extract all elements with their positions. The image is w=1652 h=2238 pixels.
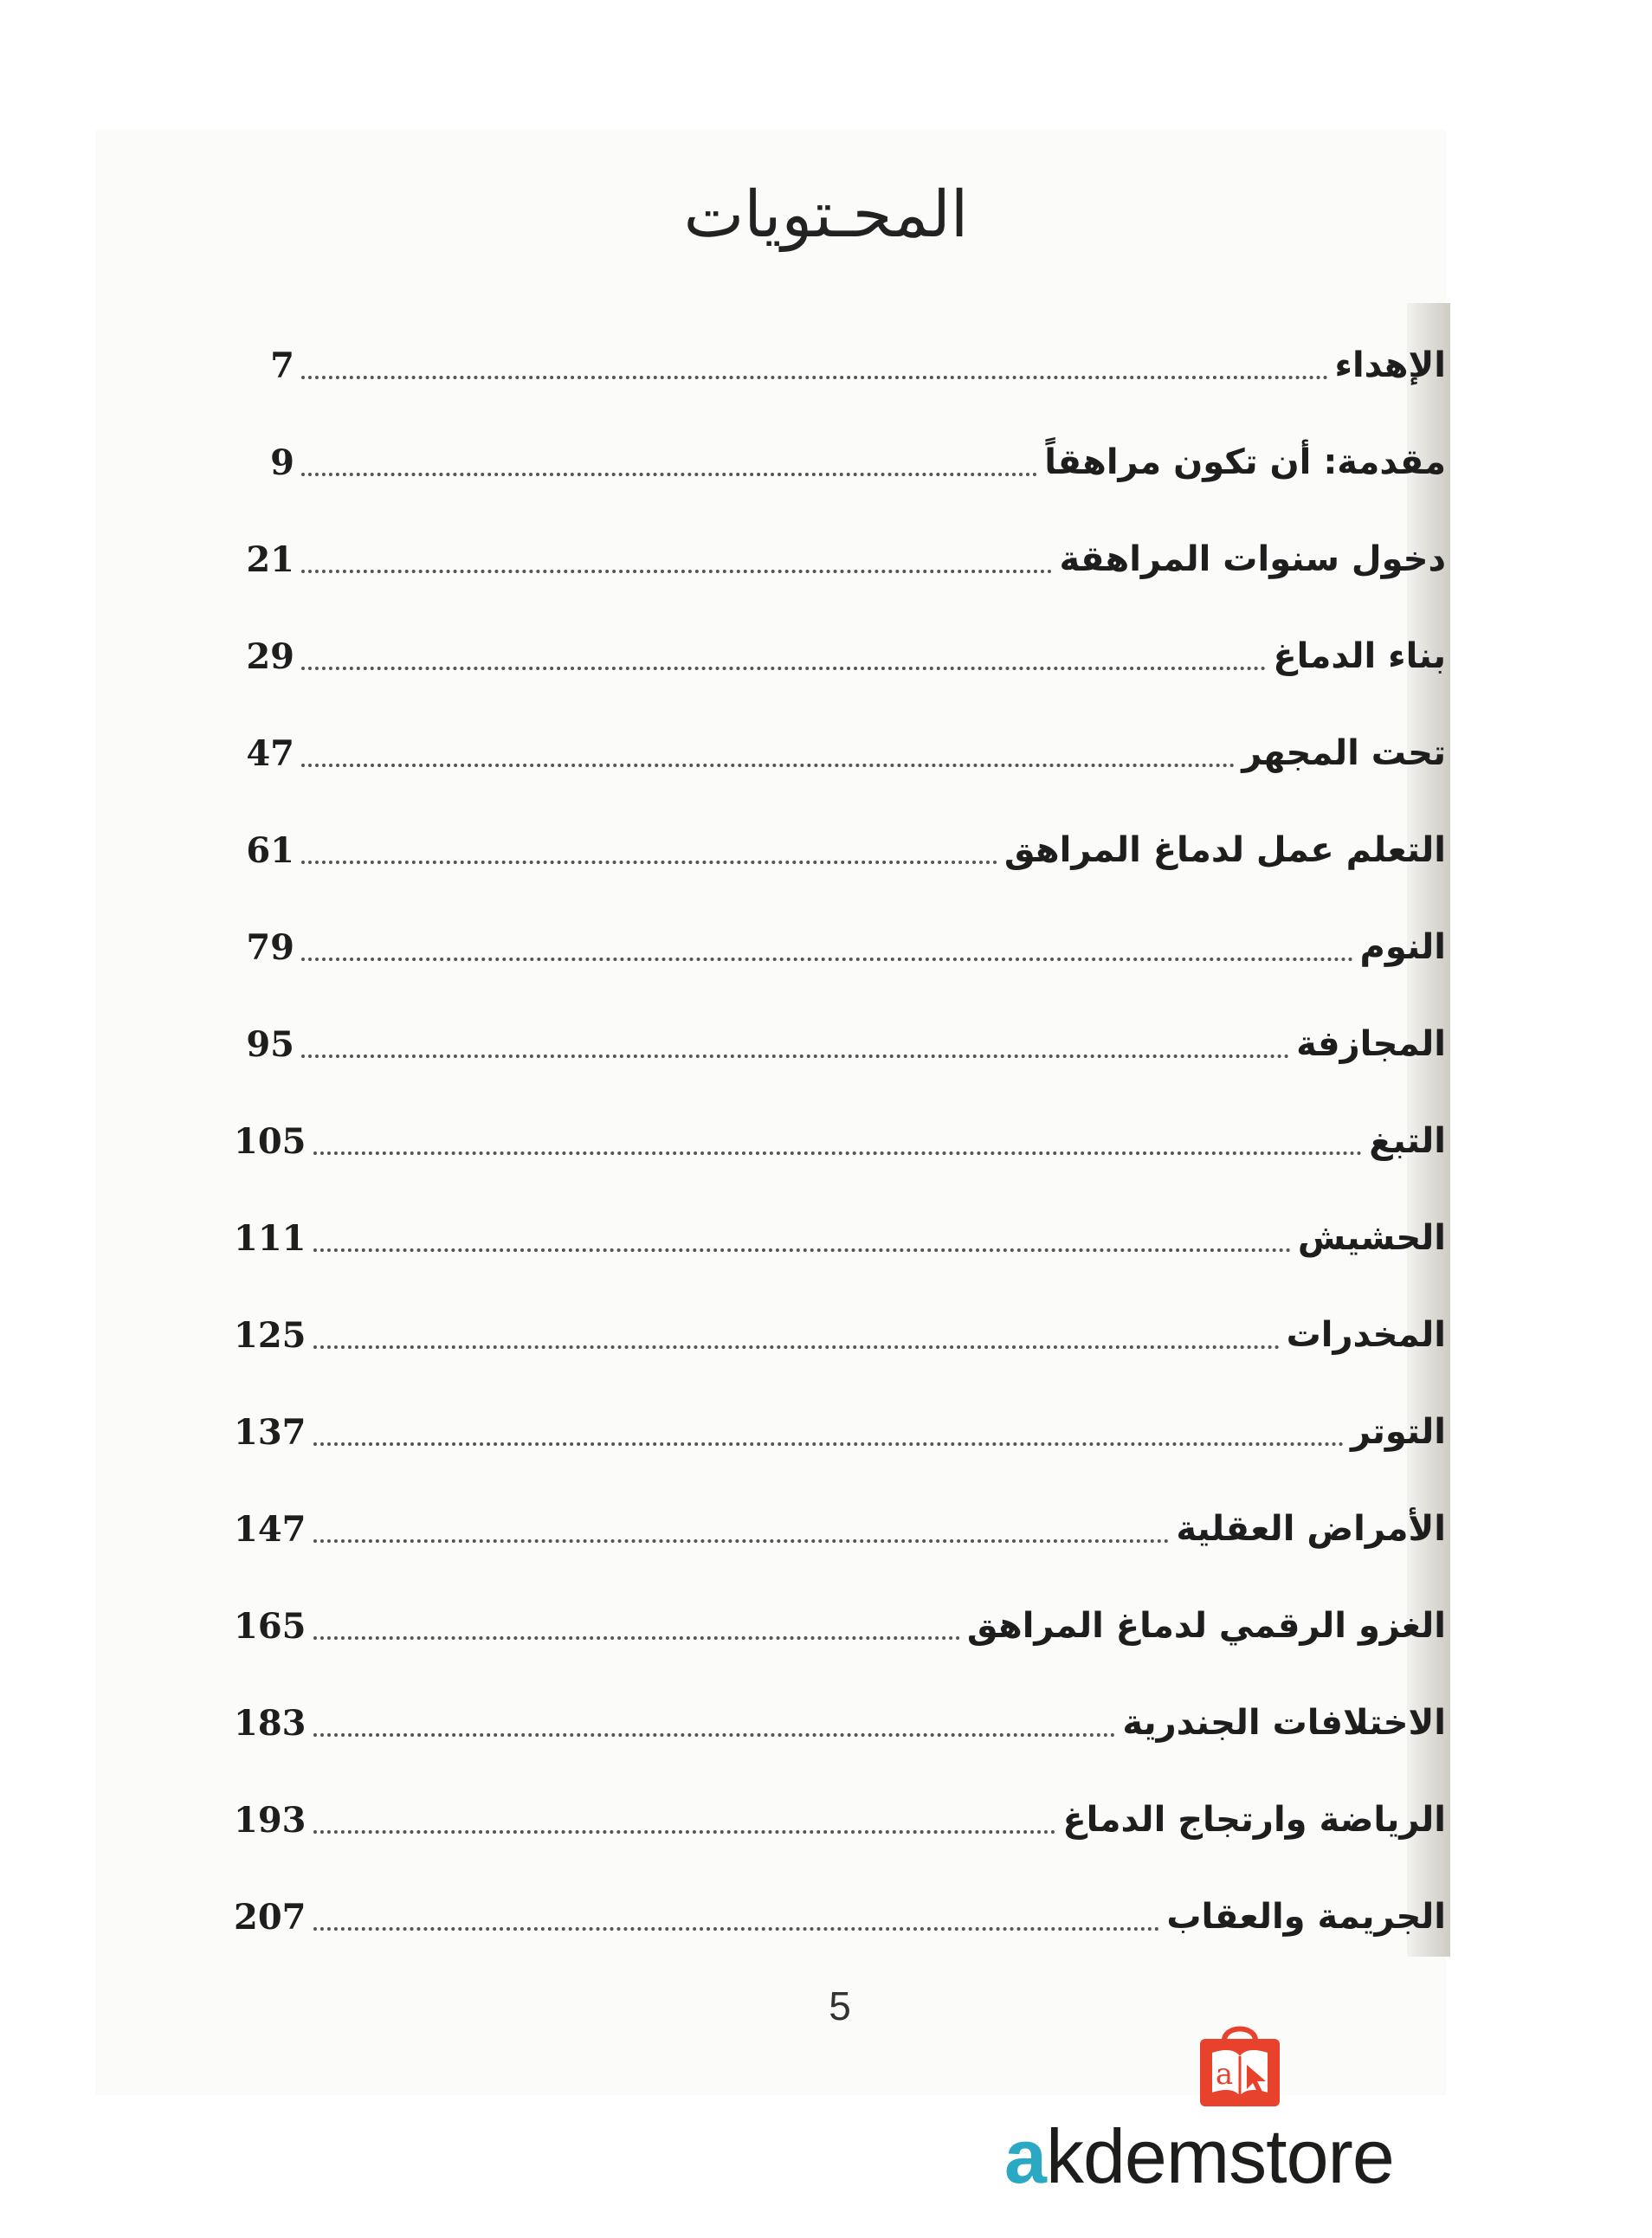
dot-leader <box>313 1539 1170 1543</box>
toc-entry <box>234 1397 1446 1467</box>
toc-entry <box>234 428 1446 497</box>
toc-entry-title: الأمراض العقلية <box>1176 1509 1446 1549</box>
toc-entry <box>234 622 1446 691</box>
toc-entry <box>234 1203 1446 1273</box>
toc-entry-page: 79 <box>246 926 294 968</box>
dot-leader <box>301 473 1037 476</box>
toc-entry <box>234 1009 1446 1079</box>
dot-leader <box>313 1151 1363 1155</box>
toc-entry-title: دخول سنوات المراهقة <box>1059 539 1446 579</box>
toc-entry-page: 165 <box>234 1605 307 1647</box>
dot-leader <box>313 1733 1116 1737</box>
toc-entry-title: المجازفة <box>1296 1024 1446 1064</box>
toc-entry <box>234 1882 1446 1951</box>
toc-entry-title: الحشيش <box>1297 1218 1446 1258</box>
dot-leader <box>301 1055 1289 1058</box>
toc-entry-title: التعلم عمل لدماغ المراهق <box>1003 830 1446 870</box>
toc-entry-page: 9 <box>270 442 294 483</box>
toc-entry-page: 29 <box>246 635 294 677</box>
toc-entry-page: 193 <box>234 1799 307 1841</box>
toc-entry <box>234 331 1446 400</box>
toc-heading: المحـتويات <box>683 177 969 252</box>
toc-entry-page: 105 <box>234 1120 307 1162</box>
toc-entry-page: 125 <box>234 1314 307 1356</box>
dot-leader <box>301 667 1266 670</box>
toc-entry-page: 95 <box>246 1023 294 1065</box>
toc-entry-page: 111 <box>234 1217 307 1259</box>
toc-entry <box>234 1591 1446 1661</box>
toc-entry-title: الجريمة والعقاب <box>1166 1897 1446 1937</box>
dot-leader <box>313 1830 1056 1834</box>
toc-entry <box>234 1494 1446 1564</box>
logo-icon-letter: a <box>1215 2057 1234 2092</box>
toc-entry <box>234 1688 1446 1758</box>
dot-leader <box>301 570 1052 573</box>
brand-a-mark: a <box>1004 2113 1046 2199</box>
toc-entry <box>234 1300 1446 1370</box>
toc-entry-title: الإهداء <box>1334 345 1446 385</box>
toc-entry <box>234 719 1446 788</box>
toc-entry <box>234 1106 1446 1176</box>
toc-entry-title: التوتر <box>1350 1412 1446 1452</box>
toc-entry-title: الاختلافات الجندرية <box>1122 1703 1446 1743</box>
toc-entry-title: الغزو الرقمي لدماغ المراهق <box>966 1606 1446 1646</box>
toc-entry-title: مقدمة: أن تكون مراهقاً <box>1044 442 1446 482</box>
toc-entry-page: 147 <box>234 1508 307 1550</box>
toc-entry-title: المخدرات <box>1286 1315 1446 1355</box>
dot-leader <box>301 764 1235 767</box>
brand-watermark <box>1004 2112 1394 2201</box>
toc-entry <box>234 816 1446 885</box>
dot-leader <box>313 1248 1291 1252</box>
toc-entry-title: تحت المجهر <box>1242 733 1446 773</box>
page-number: 5 <box>829 1983 851 2028</box>
dot-leader <box>301 376 1328 379</box>
toc-entry <box>234 1785 1446 1854</box>
dot-leader <box>313 1927 1160 1931</box>
toc-entry-page: 137 <box>234 1411 307 1453</box>
toc-entry-page: 7 <box>270 345 294 386</box>
toc-entry-title: النوم <box>1359 927 1446 967</box>
dot-leader <box>313 1442 1344 1446</box>
toc-entry-title: التبغ <box>1369 1121 1446 1161</box>
toc-entry <box>234 913 1446 982</box>
toc-entry-title: بناء الدماغ <box>1273 636 1446 676</box>
toc-entry-title: الرياضة وارتجاج الدماغ <box>1062 1800 1446 1840</box>
dot-leader <box>313 1345 1280 1349</box>
shopping-bag-book-icon <box>1186 2013 1294 2120</box>
toc-entry-page: 61 <box>246 829 294 871</box>
toc-entry <box>234 525 1446 594</box>
toc-entry-page: 183 <box>234 1702 307 1744</box>
dot-leader <box>301 958 1353 961</box>
toc-entry-page: 47 <box>246 732 294 774</box>
dot-leader <box>313 1636 960 1640</box>
toc-entry-page: 21 <box>246 539 294 580</box>
brand-wordmark: kdemstore <box>1045 2113 1394 2199</box>
toc-entry-page: 207 <box>234 1896 307 1938</box>
dot-leader <box>301 861 997 864</box>
